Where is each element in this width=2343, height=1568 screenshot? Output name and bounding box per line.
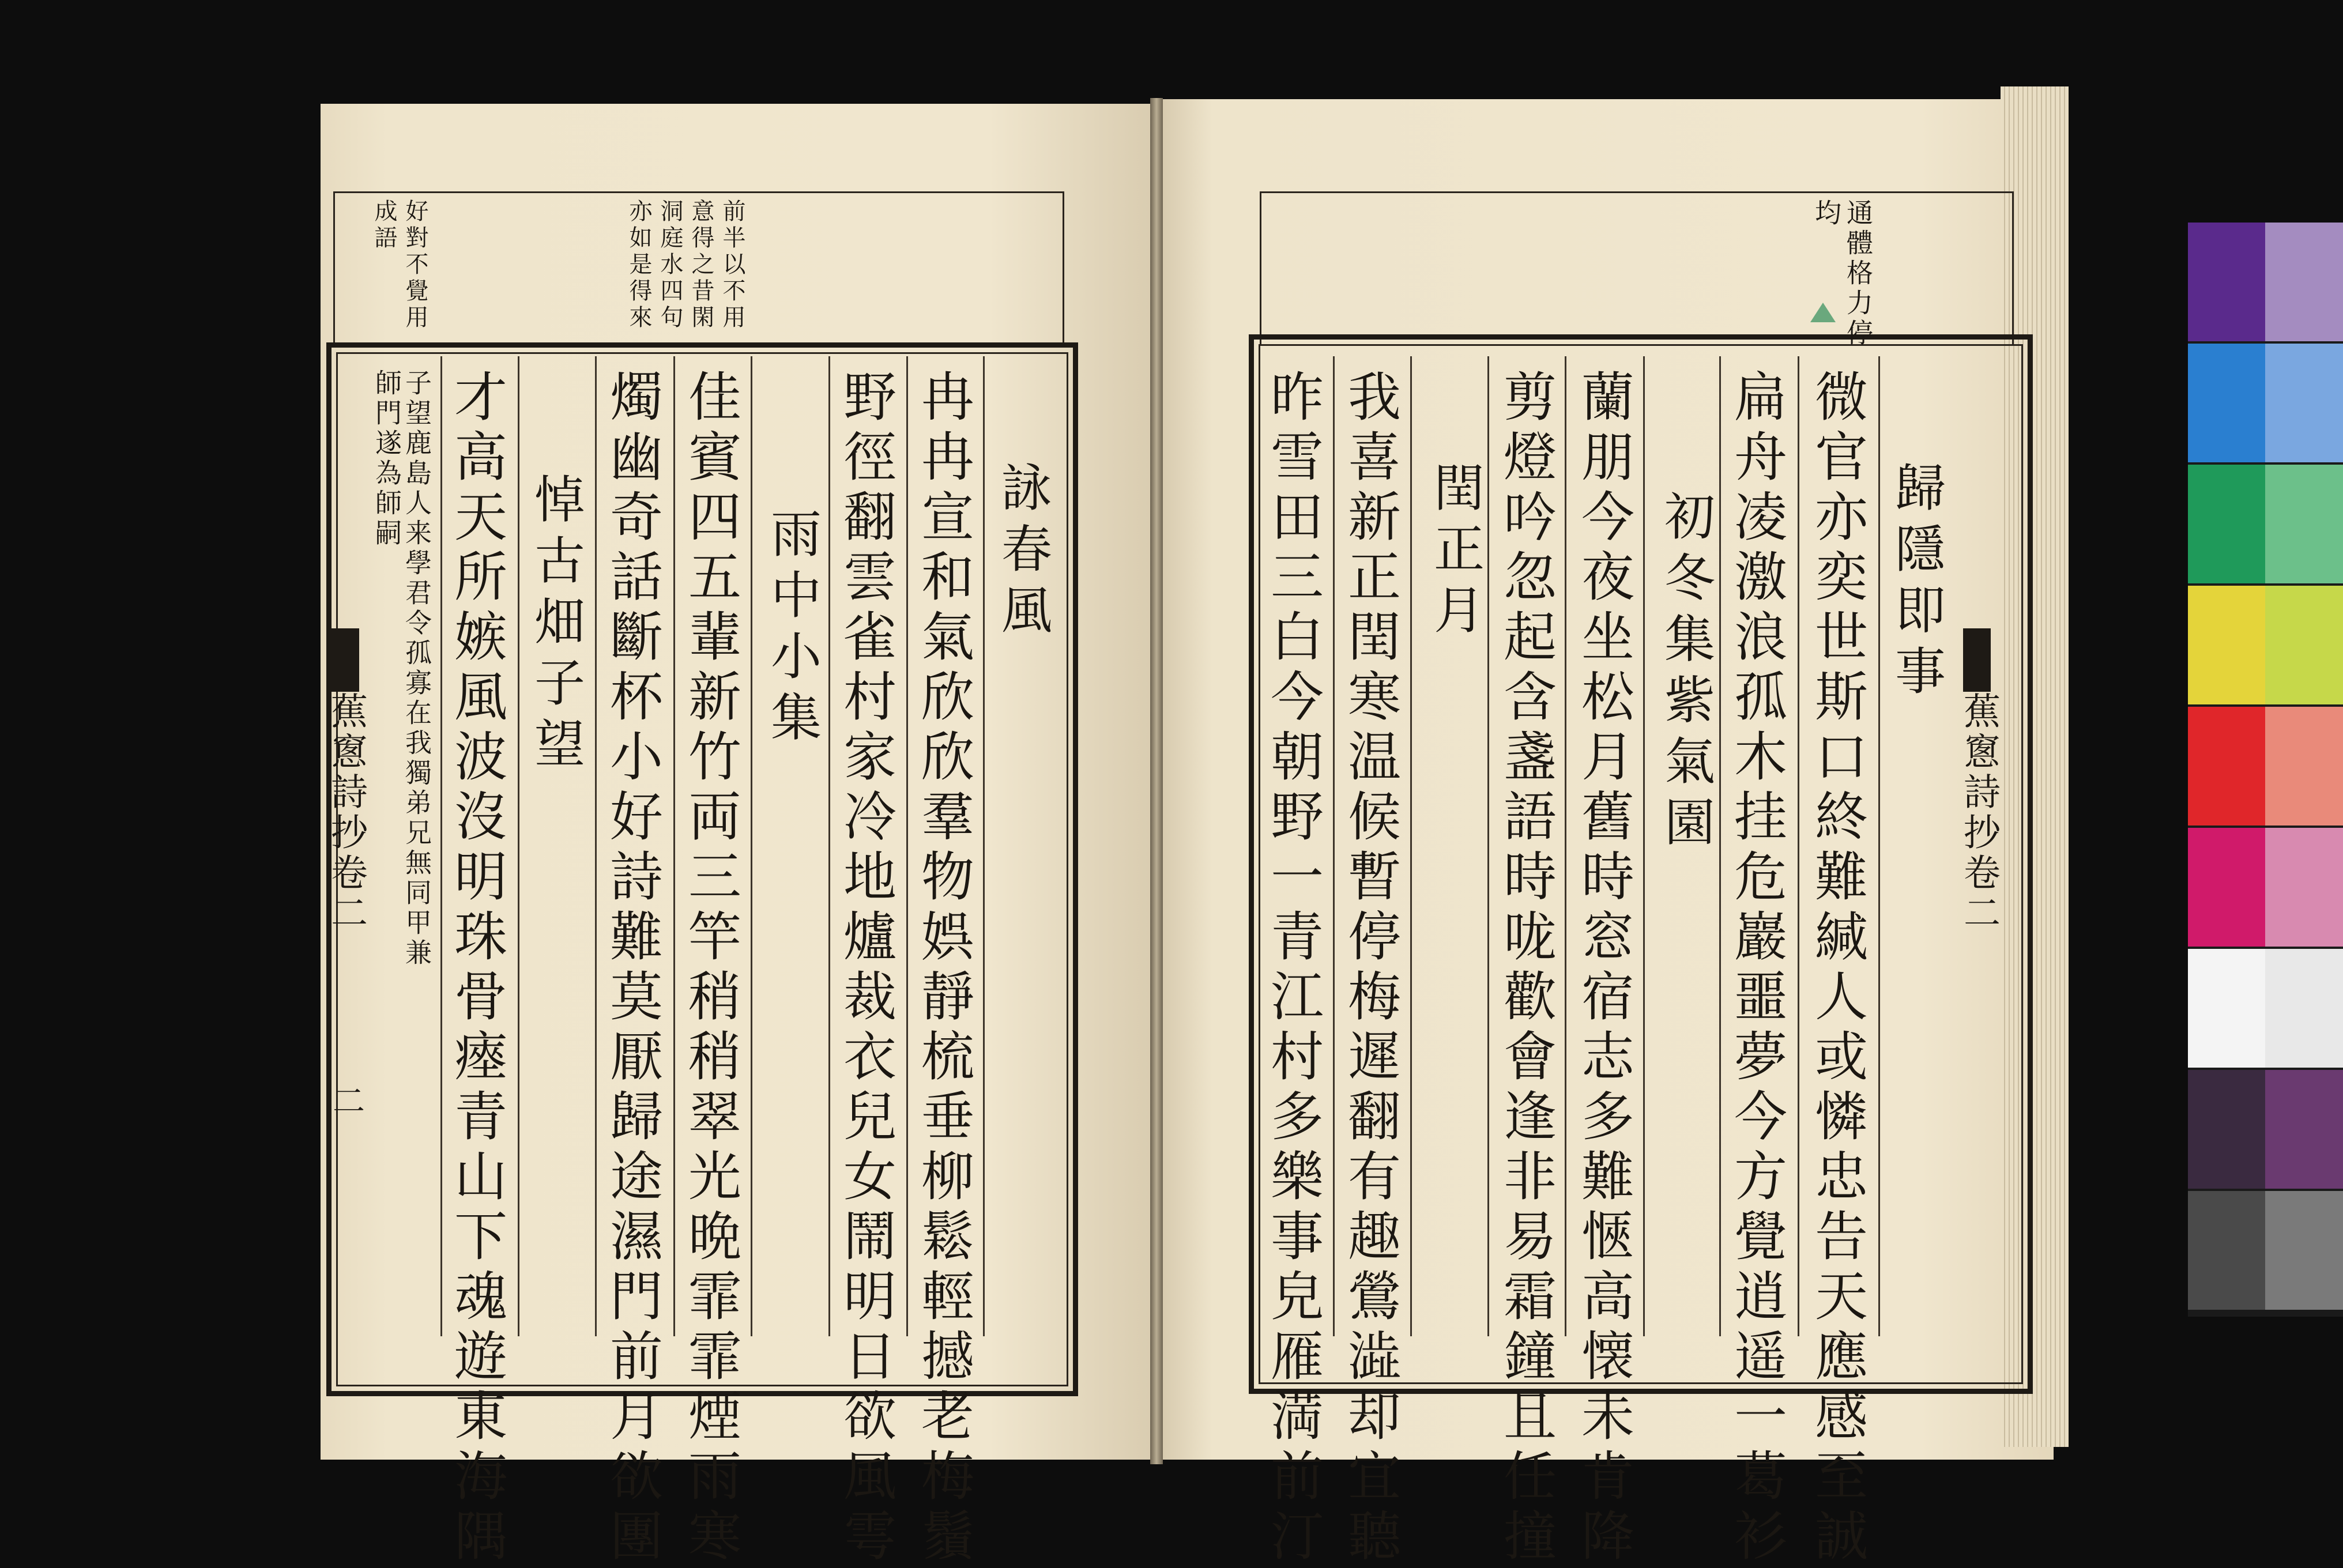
- color-swatch: [2265, 1070, 2343, 1189]
- column-rule: [1487, 356, 1489, 1336]
- poem-title-2: 雨中小集: [763, 507, 822, 752]
- poem-title-6: 閏正月: [1426, 461, 1485, 644]
- column-rule: [1333, 356, 1335, 1336]
- color-swatch: [2265, 465, 2343, 583]
- poem-line: 蘭朋今夜坐松月舊時窓宿志多難愜高懐未肯降: [1573, 369, 1634, 1568]
- right-margin-title: 蕉窻詩抄卷二: [1957, 692, 2000, 934]
- triangle-mark: [1810, 303, 1836, 322]
- poem-title-1: 詠春風: [993, 461, 1053, 644]
- column-rule: [595, 356, 597, 1336]
- column-rule: [1565, 356, 1566, 1336]
- poem-line: 野徑翻雲雀村家冷地爐裁衣兒女鬧明日欲風雩: [835, 369, 896, 1568]
- color-swatch: [2265, 1191, 2343, 1310]
- left-margin-title: 蕉窻詩抄卷二: [325, 692, 367, 934]
- column-rule: [906, 356, 908, 1336]
- poem-line: 我喜新正閏寒温候暫停梅遲翻有趣鶯澁却宜聽: [1339, 369, 1401, 1568]
- poem-title-3: 悼古畑子望: [526, 473, 586, 778]
- column-rule: [1643, 356, 1645, 1336]
- poem-note: 師門遂為師嗣: [371, 369, 402, 549]
- color-swatch: [2188, 1070, 2265, 1189]
- poem-line: 佳賓四五輩新竹両三竿稍稍翠光晩霏霏煙雨寒: [680, 369, 741, 1568]
- poem-line: 剪燈吟忽起含盞語時咙歡會逢非易霜鐘且任撞: [1495, 369, 1557, 1568]
- poem-line: 扁舟凌激浪孤木挂危巖噩夢今方覺逍遥一葛衫: [1726, 369, 1787, 1568]
- poem-note: 子望鹿島人来學君令孤寡在我獨弟兄無同甲兼: [401, 369, 432, 968]
- left-headnote-line-4: 亦如是得來: [626, 199, 652, 331]
- color-calibration-card: [2188, 223, 2343, 1317]
- poem-title-5: 初冬集紫氣園: [1656, 490, 1716, 857]
- column-rule: [983, 356, 985, 1336]
- column-rule: [440, 356, 442, 1336]
- book-gutter: [1150, 98, 1163, 1464]
- column-rule: [751, 356, 752, 1336]
- color-swatch: [2188, 586, 2265, 704]
- fish-tail-mark: [1963, 628, 1991, 692]
- poem-title-4: 歸隱即事: [1887, 461, 1946, 706]
- right-headnote-line-1: 通體格力停: [1843, 199, 1874, 349]
- poem-line: 冉冉宣和氣欣欣羣物娯靜梳垂柳鬆輕撼老梅鬚: [913, 369, 974, 1568]
- column-rule: [1878, 356, 1880, 1336]
- color-swatch: [2188, 223, 2265, 341]
- color-swatch: [2265, 828, 2343, 947]
- column-rule: [1410, 356, 1412, 1336]
- poem-line: 微官亦奕世斯口終難緘人或憐忠告天應感至誠: [1806, 369, 1868, 1568]
- poem-line: 才高天所嫉風波沒明珠骨瘞青山下魂遊東海隅: [446, 369, 507, 1568]
- column-rule: [1719, 356, 1721, 1336]
- color-swatch: [2265, 949, 2343, 1068]
- fish-tail-mark: [332, 628, 359, 692]
- color-swatch: [2188, 949, 2265, 1068]
- left-headnote-line-6: 成語: [371, 199, 397, 252]
- color-swatch: [2188, 828, 2265, 947]
- left-headnote-line-5: 好對不覺用: [402, 199, 428, 331]
- color-swatch: [2188, 1191, 2265, 1310]
- left-headnote-line-2: 意得之昔閑: [688, 199, 714, 331]
- color-swatch: [2265, 344, 2343, 462]
- right-headnote-line-2: 均: [1811, 199, 1842, 229]
- color-swatch: [2188, 465, 2265, 583]
- color-swatch: [2188, 707, 2265, 826]
- poem-line: 燭幽奇話斷杯小好詩難莫厭歸途濕門前月欲團: [601, 369, 663, 1568]
- column-rule: [673, 356, 675, 1336]
- left-page-number: 二: [327, 1084, 365, 1120]
- color-swatch: [2265, 707, 2343, 826]
- right-headnote-frame: [1260, 191, 2014, 344]
- color-swatch: [2265, 586, 2343, 704]
- poem-line: 昨雪田三白今朝野一青江村多樂事皃雁満前汀: [1262, 369, 1324, 1568]
- color-swatch: [2265, 223, 2343, 341]
- column-rule: [828, 356, 830, 1336]
- column-rule: [1798, 356, 1799, 1336]
- column-rule: [518, 356, 519, 1336]
- left-headnote-line-1: 前半以不用: [719, 199, 745, 331]
- left-headnote-line-3: 洞庭水四句: [657, 199, 683, 331]
- color-swatch: [2188, 344, 2265, 462]
